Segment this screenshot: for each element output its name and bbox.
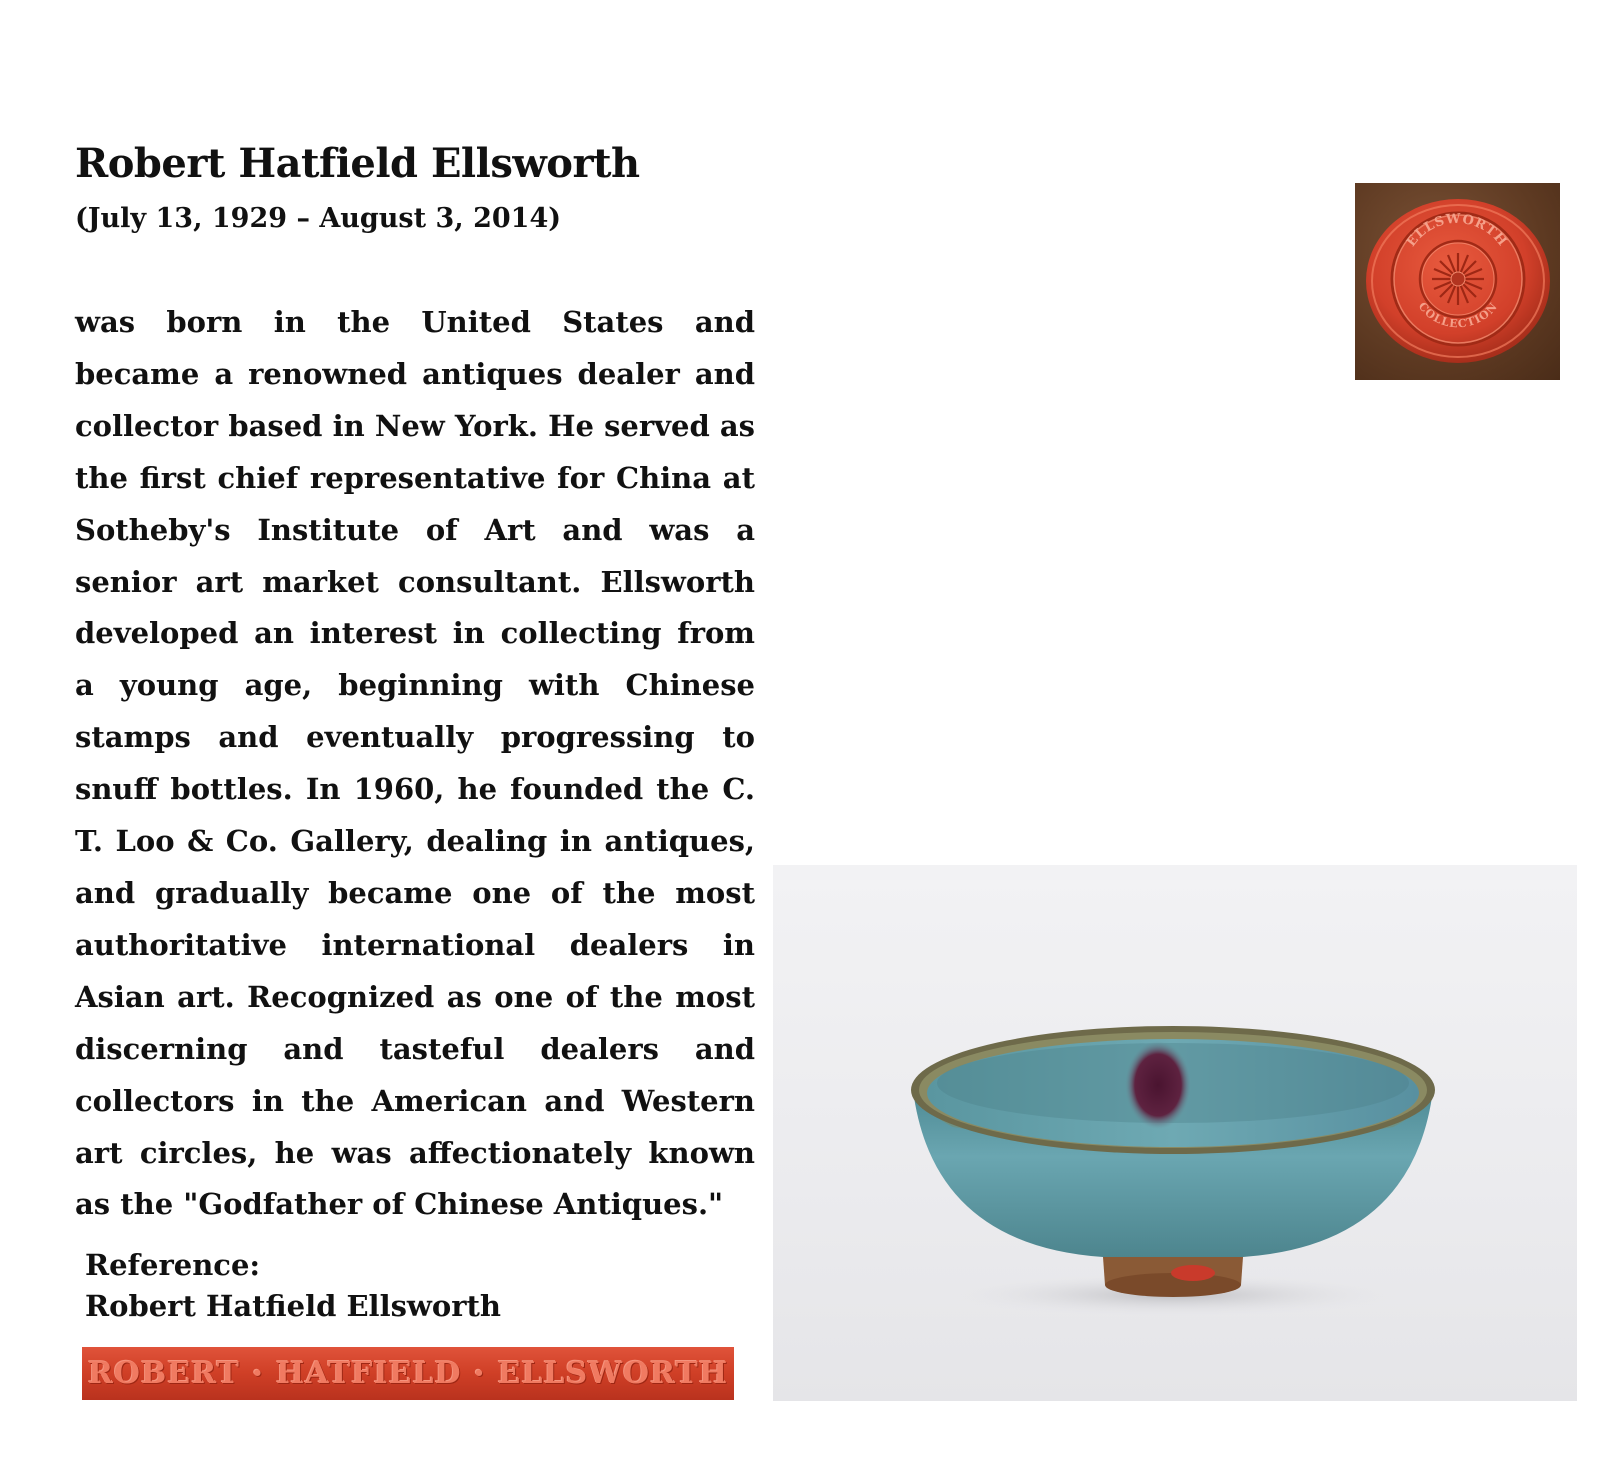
- page-title: Robert Hatfield Ellsworth: [75, 140, 640, 187]
- seal-word-2: HATFIELD: [275, 1356, 462, 1391]
- reference-name: Robert Hatfield Ellsworth: [85, 1289, 501, 1323]
- reference-label: Reference:: [85, 1248, 261, 1282]
- seal-word-3: ELLSWORTH: [497, 1356, 729, 1391]
- seal-word-1: ROBERT: [87, 1356, 240, 1391]
- reference-block: [85, 1245, 501, 1327]
- life-dates: (July 13, 1929 – August 3, 2014): [75, 203, 562, 234]
- seal-separator-1: •: [251, 1363, 265, 1384]
- bowl-image: [773, 865, 1577, 1401]
- name-seal-strip-image: [82, 1347, 734, 1400]
- biography-text: was born in the United States and became a renowned antiques dealer and collector based in New York. He served as the first chief representative for China at Sotheby's Institute of Art and was a senior art market consultant. Ellsworth developed an interest in collecting from a young age, beginning with Chinese stamps and eventually progressing to snuff bottles. In 1960, he founded the C. T. Loo & Co. Gallery, dealing in antiques, and gradually became one of the most authoritative international dealers in Asian art. Recognized as one of the most discerning and tasteful dealers and collectors in the American and Western art circles, he was affectionately known as the "Godfather of Chinese Antiques.": [75, 305, 755, 1222]
- seal-separator-2: •: [473, 1363, 486, 1384]
- seal-top-text: ELLSWORTH: [1404, 211, 1510, 250]
- seal-bottom-text: COLLECTION: [1415, 299, 1501, 331]
- wax-seal-image: [1355, 183, 1560, 380]
